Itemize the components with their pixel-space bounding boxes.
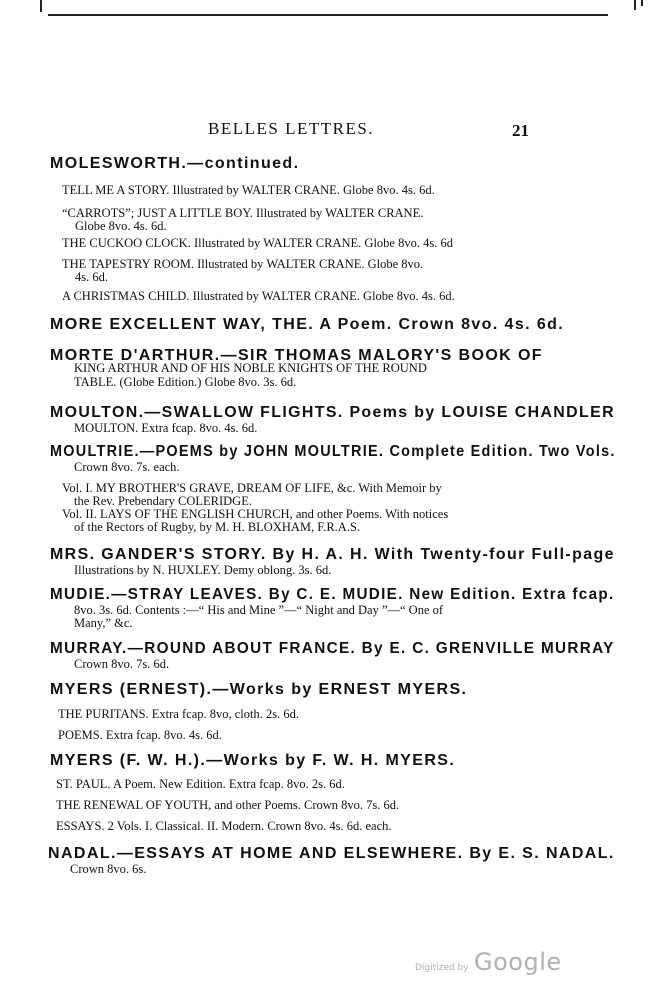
entry-heading-molesworth: MOLESWORTH.—continued. — [50, 155, 300, 172]
entry-heading-myers-fwh: MYERS (F. W. H.).—Works by F. W. H. MYERS. — [50, 752, 456, 769]
entry-line: A CHRISTMAS CHILD. Illustrated by WALTER CRANE. Globe 8vo. 4s. 6d. — [62, 289, 455, 303]
entry-heading-more-excellent-way: MORE EXCELLENT WAY, THE. A Poem. Crown 8vo. 4s. 6d. — [50, 316, 565, 333]
corner-mark-right-2 — [641, 0, 643, 6]
entry-heading-moultrie: MOULTRIE.—POEMS by JOHN MOULTRIE. Complete Edition. Two Vols. — [50, 443, 616, 460]
entry-line: Many,” &c. — [74, 616, 133, 630]
entry-line: KING ARTHUR AND OF HIS NOBLE KNIGHTS OF THE ROUND — [74, 361, 427, 375]
entry-line: Vol. II. LAYS OF THE ENGLISH CHURCH, and other Poems. With notices — [62, 507, 449, 521]
entry-line: POEMS. Extra fcap. 8vo. 4s. 6d. — [58, 728, 222, 742]
entry-line: “CARROTS”; JUST A LITTLE BOY. Illustrated by WALTER CRANE. — [62, 206, 424, 220]
entry-line: TABLE. (Globe Edition.) Globe 8vo. 3s. 6d. — [74, 375, 297, 389]
entry-heading-myers-ernest: MYERS (ERNEST).—Works by ERNEST MYERS. — [50, 681, 468, 698]
entry-line: THE CUCKOO CLOCK. Illustrated by WALTER CRANE. Globe 8vo. 4s. 6d — [62, 236, 453, 250]
entry-line: Globe 8vo. 4s. 6d. — [75, 219, 167, 233]
entry-line: ESSAYS. 2 Vols. I. Classical. II. Modern. Crown 8vo. 4s. 6d. each. — [56, 819, 392, 833]
page-number: 21 — [512, 121, 529, 140]
entry-line: Crown 8vo. 7s. each. — [74, 460, 180, 474]
google-wordmark: Google — [474, 948, 562, 976]
entry-heading-mudie: MUDIE.—STRAY LEAVES. By C. E. MUDIE. New Edition. Extra fcap. — [50, 586, 615, 603]
entry-line: of the Rectors of Rugby, by M. H. BLOXHAM, F.R.A.S. — [74, 520, 361, 534]
entry-line: THE PURITANS. Extra fcap. 8vo, cloth. 2s. 6d. — [58, 707, 299, 721]
entry-heading-morte-darthur: MORTE D'ARTHUR.—SIR THOMAS MALORY'S BOOK OF — [50, 347, 543, 364]
corner-mark-left — [40, 0, 42, 12]
entry-line: Crown 8vo. 7s. 6d. — [74, 657, 170, 671]
entry-line: 4s. 6d. — [75, 270, 108, 284]
entry-line: Illustrations by N. HUXLEY. Demy oblong. 3s. 6d. — [74, 563, 332, 577]
entry-line: the Rev. Prebendary COLERIDGE. — [74, 494, 252, 508]
entry-heading-nadal: NADAL.—ESSAYS AT HOME AND ELSEWHERE. By E. S. NADAL. — [48, 845, 615, 862]
entry-heading-mrs-ganders-story: MRS. GANDER'S STORY. By H. A. H. With Twenty-four Full-page — [50, 546, 615, 563]
entry-line: TELL ME A STORY. Illustrated by WALTER CRANE. Globe 8vo. 4s. 6d. — [62, 183, 435, 197]
entry-heading-moulton: MOULTON.—SWALLOW FLIGHTS. Poems by LOUISE CHANDLER — [50, 404, 615, 421]
running-head-title: BELLES LETTRES. — [208, 119, 375, 138]
digitized-by-label: Digitized by — [415, 963, 469, 973]
entry-line: ST. PAUL. A Poem. New Edition. Extra fcap. 8vo. 2s. 6d. — [56, 777, 345, 791]
entry-line: THE RENEWAL OF YOUTH, and other Poems. Crown 8vo. 7s. 6d. — [56, 798, 400, 812]
entry-line: MOULTON. Extra fcap. 8vo. 4s. 6d. — [74, 421, 258, 435]
entry-line: THE TAPESTRY ROOM. Illustrated by WALTER CRANE. Globe 8vo. — [62, 257, 424, 271]
entry-heading-murray: MURRAY.—ROUND ABOUT FRANCE. By E. C. GRENVILLE MURRAY — [50, 640, 615, 657]
top-rule — [48, 14, 608, 16]
corner-mark-right — [634, 0, 636, 10]
entry-line: Vol. I. MY BROTHER'S GRAVE, DREAM OF LIFE, &c. With Memoir by — [62, 481, 442, 495]
entry-line: Crown 8vo. 6s. — [70, 862, 147, 876]
entry-line: 8vo. 3s. 6d. Contents :—“ His and Mine ”—“ Night and Day ”—“ One of — [74, 603, 444, 617]
